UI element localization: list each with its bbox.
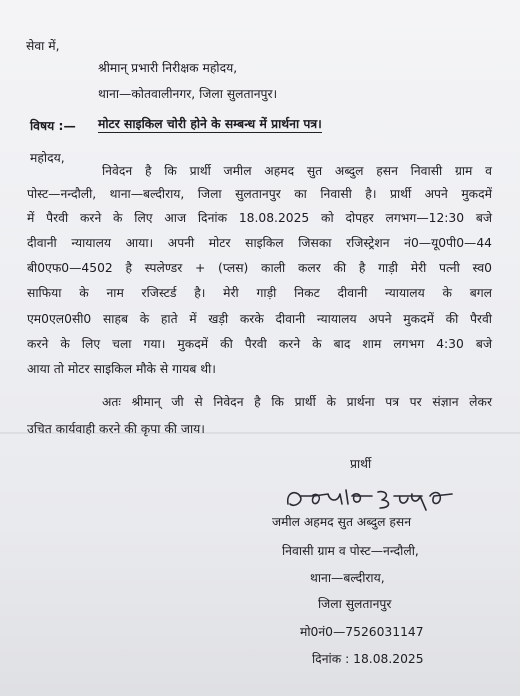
body-line-2: पोस्ट—नन्दौली, थाना—बल्दीराय, जिला सुलतानपुर का निवासी है। प्रार्थी अपने मुकदमें [27,187,492,201]
body-line-6: साफिया के नाम रजिस्टर्ड है। मेरी गाड़ी निकट दीवानी न्यायालय के बगल [27,286,492,300]
handwritten-signature [282,482,457,514]
sender-police-station: थाना—बल्दीराय, [310,571,385,585]
body-line-7: एम0एल0सी0 साहब के हाते में खड़ी करके दीवानी न्यायालय अपने मुकदमें की पैरवी [27,312,492,326]
salutation-to: सेवा में, [26,39,60,53]
body-line-9: आया तो मोटर साइकिल मौके से गायब थी। [27,362,216,376]
date-label: दिनांक : [312,652,350,666]
closing-line-1: अतः श्रीमान् जी से निवेदन है कि प्रार्थी के प्रार्थना पत्र पर संज्ञान लेकर [102,395,492,409]
date-line [312,651,424,667]
body-line-8: करने के लिए चला गया। मुकदमें की पैरवी करने के बाद शाम लगभग 4:30 बजे [27,337,492,351]
applicant-label: प्रार्थी [350,457,372,471]
body-line-3: में पैरवी करने के लिए आज दिनांक 18.08.2025 को दोपहर लगभग—12:30 बजे [27,211,492,225]
sender-village: निवासी ग्राम व पोस्ट—नन्दौली, [282,544,419,558]
body-line-1: निवेदन है कि प्रार्थी जमील अहमद सुत अब्दुल हसन निवासी ग्राम व [102,164,492,178]
body-line-5: बी0एफ0—4502 है स्पलेण्डर + (प्लस) काली कलर की है गाड़ी मेरी पत्नी स्व0 [27,261,492,275]
closing-line-2: उचित कार्यवाही करने की कृपा की जाय। [27,422,205,436]
sender-name: जमील अहमद सुत अब्दुल हसन [272,515,412,529]
subject-text-content: मोटर साइकिल चोरी होने के सम्बन्ध में प्रार्थना पत्र। [98,117,322,131]
sender-mobile: मो0नं0—7526031147 [300,625,424,639]
subject-text [98,116,322,132]
greeting: महोदय, [30,151,65,165]
date-value: 18.08.2025 [353,652,424,666]
addressee-line-1: श्रीमान् प्रभारी निरीक्षक महोदय, [98,61,238,75]
addressee-line-2: थाना—कोतवालीनगर, जिला सुलतानपुर। [98,87,278,101]
body-line-4: दीवानी न्यायालय आया। अपनी मोटर साइकिल जिसका रजिस्ट्रेशन नं0—यू0पी0—44 [27,236,492,250]
subject-label: विषय :— [30,119,76,133]
sender-district: जिला सुलतानपुर [318,597,392,611]
